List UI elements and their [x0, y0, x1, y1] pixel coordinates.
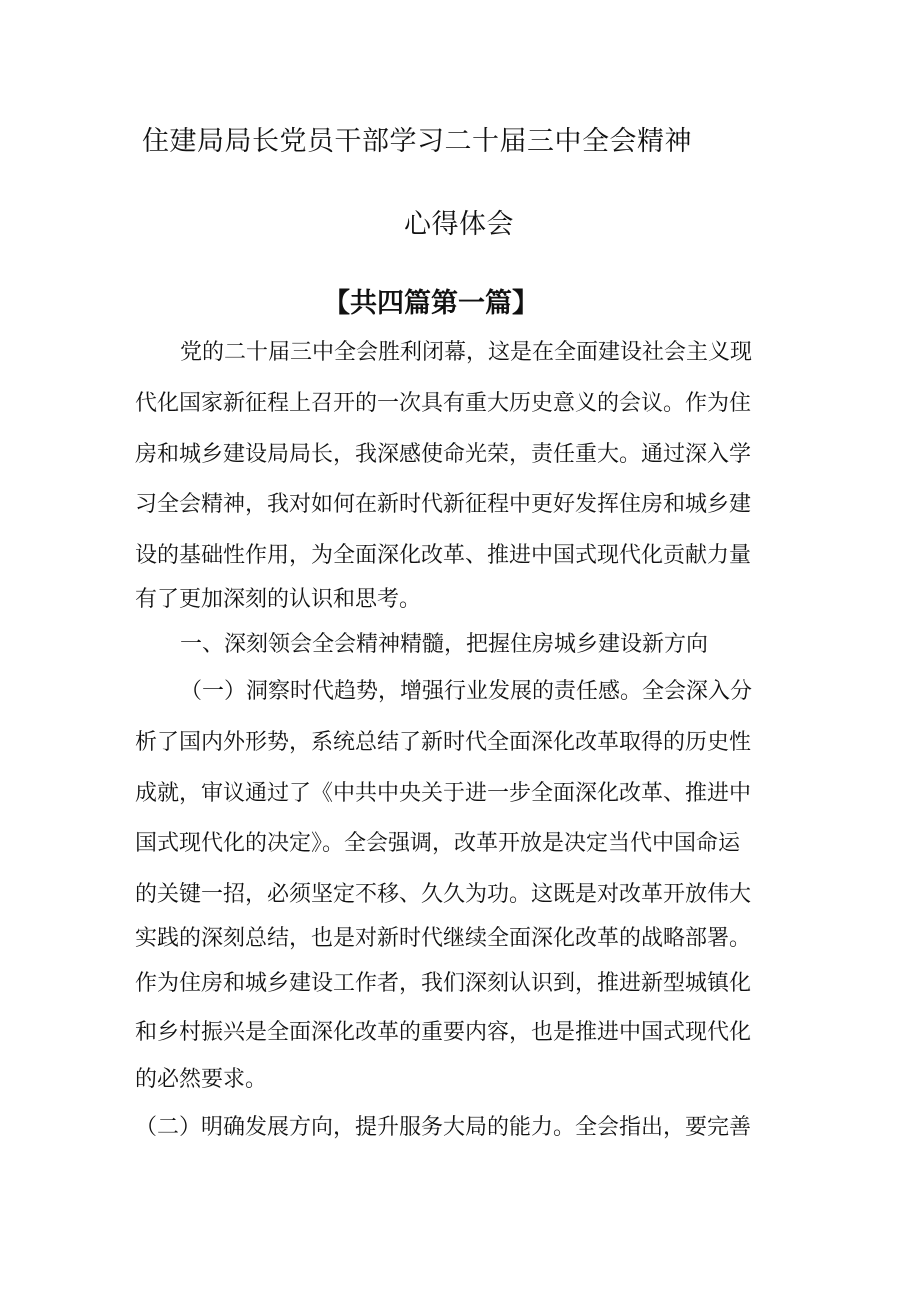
- body-line-11: 国式现代化的决定》。全会强调，改革开放是决定当代中国命运: [135, 831, 741, 856]
- body-line-1: 党的二十届三中全会胜利闭幕，这是在全面建设社会主义现: [180, 340, 753, 365]
- document-subtitle: 【共四篇第一篇】: [323, 288, 539, 319]
- body-line-12: 的关键一招，必须坚定不移、久久为功。这既是对改革开放伟大: [135, 882, 752, 907]
- document-title-line-1: 住建局局长党员干部学习二十届三中全会精神: [142, 126, 692, 157]
- body-line-15: 和乡村振兴是全面深化改革的重要内容，也是推进中国式现代化: [135, 1020, 752, 1045]
- body-line-14: 作为住房和城乡建设工作者，我们深刻认识到，推进新型城镇化: [135, 971, 752, 996]
- body-line-13: 实践的深刻总结，也是对新时代继续全面深化改革的战略部署。: [135, 926, 752, 951]
- body-line-8: （一）洞察时代趋势，增强行业发展的责任感。全会深入分: [180, 679, 753, 704]
- section-heading-1: 一、深刻领会全会精神精髓，把握住房城乡建设新方向: [180, 632, 709, 657]
- body-line-9: 析了国内外形势，系统总结了新时代全面深化改革取得的历史性: [135, 730, 752, 755]
- body-line-3: 房和城乡建设局局长，我深感使命光荣，责任重大。通过深入学: [135, 442, 752, 467]
- body-line-4: 习全会精神，我对如何在新时代新征程中更好发挥住房和城乡建: [135, 492, 752, 517]
- body-line-6: 有了更加深刻的认识和思考。: [135, 587, 422, 612]
- body-line-16: 的必然要求。: [135, 1067, 268, 1092]
- body-line-17: （二）明确发展方向，提升服务大局的能力。全会指出，要完善: [135, 1115, 752, 1140]
- document-title-line-2: 心得体会: [404, 209, 514, 240]
- body-line-2: 代化国家新征程上召开的一次具有重大历史意义的会议。作为住: [135, 391, 752, 416]
- body-line-10: 成就，审议通过了《中共中央关于进一步全面深化改革、推进中: [135, 781, 752, 806]
- body-line-5: 设的基础性作用，为全面深化改革、推进中国式现代化贡献力量: [135, 543, 752, 568]
